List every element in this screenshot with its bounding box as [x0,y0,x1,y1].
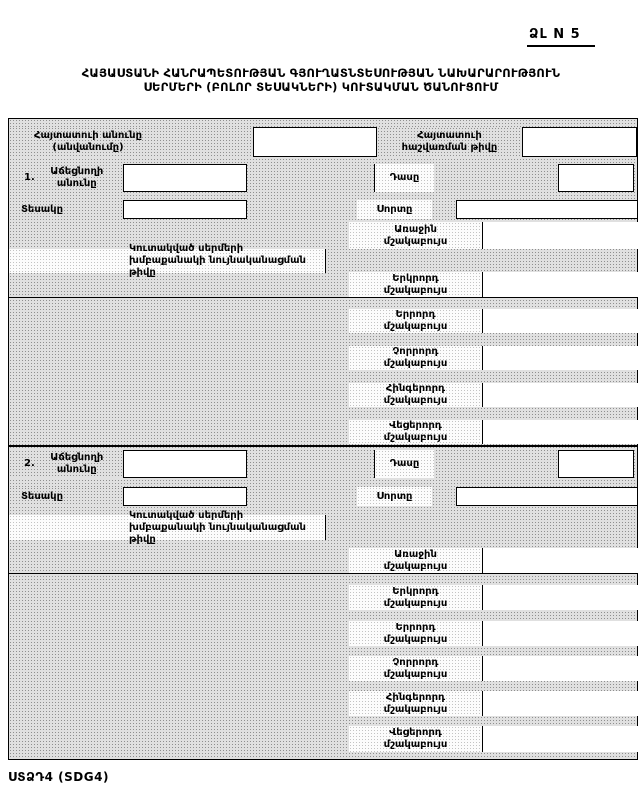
class-input-2[interactable] [558,450,634,478]
divider-line-1 [9,297,637,298]
crop-input-2-2[interactable] [482,585,638,610]
type-input-1[interactable] [123,200,247,219]
crop-input-2-3[interactable] [482,621,638,646]
variety-label-1: Սորտը [357,200,432,219]
class-label-1: Դասը [374,164,434,192]
batch-id-left-cell-2 [9,515,123,540]
grower-name-label-text-2: Աճեցնողի անունը [50,452,104,475]
form-code-footer: ՍՏՁԴ4 (SDG4) [8,770,109,784]
applicant-regnum-label-text: Հայտատուի հաշվառման թիվը [401,130,498,153]
crop-label-1-4 [349,346,482,370]
applicant-name-label [9,127,253,157]
crop-label-text-2-6: Վեցերորդ մշակաբույս [383,727,448,750]
crop-label-text-1-4: Չորրորդ մշակաբույս [383,346,448,369]
crop-label-text-1-5: Հինգերորդ մշակաբույս [383,383,448,406]
type-input-2[interactable] [123,487,247,506]
applicant-name-label-text: Հայտատուի անունը (անվանումը) [33,130,143,153]
crop-label-1-1 [349,222,482,249]
crop-label-1-3 [349,309,482,333]
crop-label-2-1 [349,548,482,573]
crop-input-2-6[interactable] [482,726,638,752]
crop-input-1-3[interactable] [482,309,638,333]
crop-input-1-1[interactable] [482,222,638,249]
form-title-line1: ՀԱՅԱՍՏԱՆԻ ՀԱՆՐԱՊԵՏՈՒԹՅԱՆ ԳՅՈՒՂԱՏՆՏԵՍՈՒԹՅԱՆ ՆԱԽԱՐԱՐՈՒԹՅՈՒՆ [81,66,561,80]
crop-input-2-4[interactable] [482,656,638,681]
applicant-regnum-input[interactable] [522,127,637,157]
crop-input-1-2[interactable] [482,272,638,297]
crop-label-1-5 [349,383,482,407]
crop-input-2-5[interactable] [482,691,638,716]
type-label-2: Տեսակը [9,487,123,506]
grower-name-label-text-1: Աճեցնողի անունը [50,166,104,189]
crop-label-text-2-4: Չորրորդ մշակաբույս [383,656,448,680]
crop-label-2-6 [349,726,482,752]
crop-input-2-1[interactable] [482,548,638,573]
crop-label-2-2 [349,585,482,610]
crop-label-text-1-2: Երկրորդ մշակաբույս [383,272,448,296]
crop-label-text-2-3: Երրորդ մշակաբույս [383,621,448,645]
crop-label-2-4 [349,656,482,681]
crop-input-1-5[interactable] [482,383,638,407]
section-divider-line [9,445,637,447]
crop-label-text-2-2: Երկրորդ մշակաբույս [383,585,448,609]
crop-label-text-1-3: Երրորդ մշակաբույս [383,309,448,332]
class-label-2: Դասը [374,450,434,478]
class-input-1[interactable] [558,164,634,192]
form-table [8,118,638,760]
grower-name-input-1[interactable] [123,164,247,192]
crop-input-1-4[interactable] [482,346,638,370]
applicant-name-input[interactable] [253,127,377,157]
variety-input-1[interactable] [456,200,638,219]
type-label-1: Տեսակը [9,200,123,219]
batch-id-label-text-2: Կուտակված սերմերի խմբաքանակի նույնականացման թիվը [129,509,306,545]
crop-label-1-6 [349,420,482,444]
batch-id-label-1 [123,243,326,278]
section-number-2: 2. [24,458,35,469]
crop-label-text-2-5: Հինգերորդ մշակաբույս [383,691,448,715]
form-number: ՁԼ N 5 [527,27,595,47]
grower-name-input-2[interactable] [123,450,247,478]
crop-label-2-5 [349,691,482,716]
divider-line-2 [9,573,637,574]
batch-id-label-2 [123,509,326,545]
form-title [0,66,642,94]
crop-label-text-1-6: Վեցերորդ մշակաբույս [383,420,448,443]
variety-input-2[interactable] [456,487,638,506]
batch-id-label-text-1: Կուտակված սերմերի խմբաքանակի նույնականացման թիվը [129,243,306,278]
crop-label-1-2 [349,272,482,297]
form-title-line2: ՍԵՐՄԵՐԻ (ԲՈԼՈՐ ՏԵՍԱԿՆԵՐԻ) ԿՈՒՏԱԿՄԱՆ ԾԱՆՈՒՑՈՒՄ [143,80,499,94]
crop-input-1-6[interactable] [482,420,638,444]
crop-label-text-2-1: Առաջին մշակաբույս [383,548,448,572]
variety-label-2: Սորտը [357,487,432,506]
crop-label-text-1-1: Առաջին մշակաբույս [383,223,448,247]
crop-label-2-3 [349,621,482,646]
grower-name-label-2 [9,450,123,478]
applicant-regnum-label [377,127,522,157]
batch-id-left-cell-1 [9,249,123,273]
grower-name-label-1 [9,164,123,192]
section-number-1: 1. [24,172,35,183]
